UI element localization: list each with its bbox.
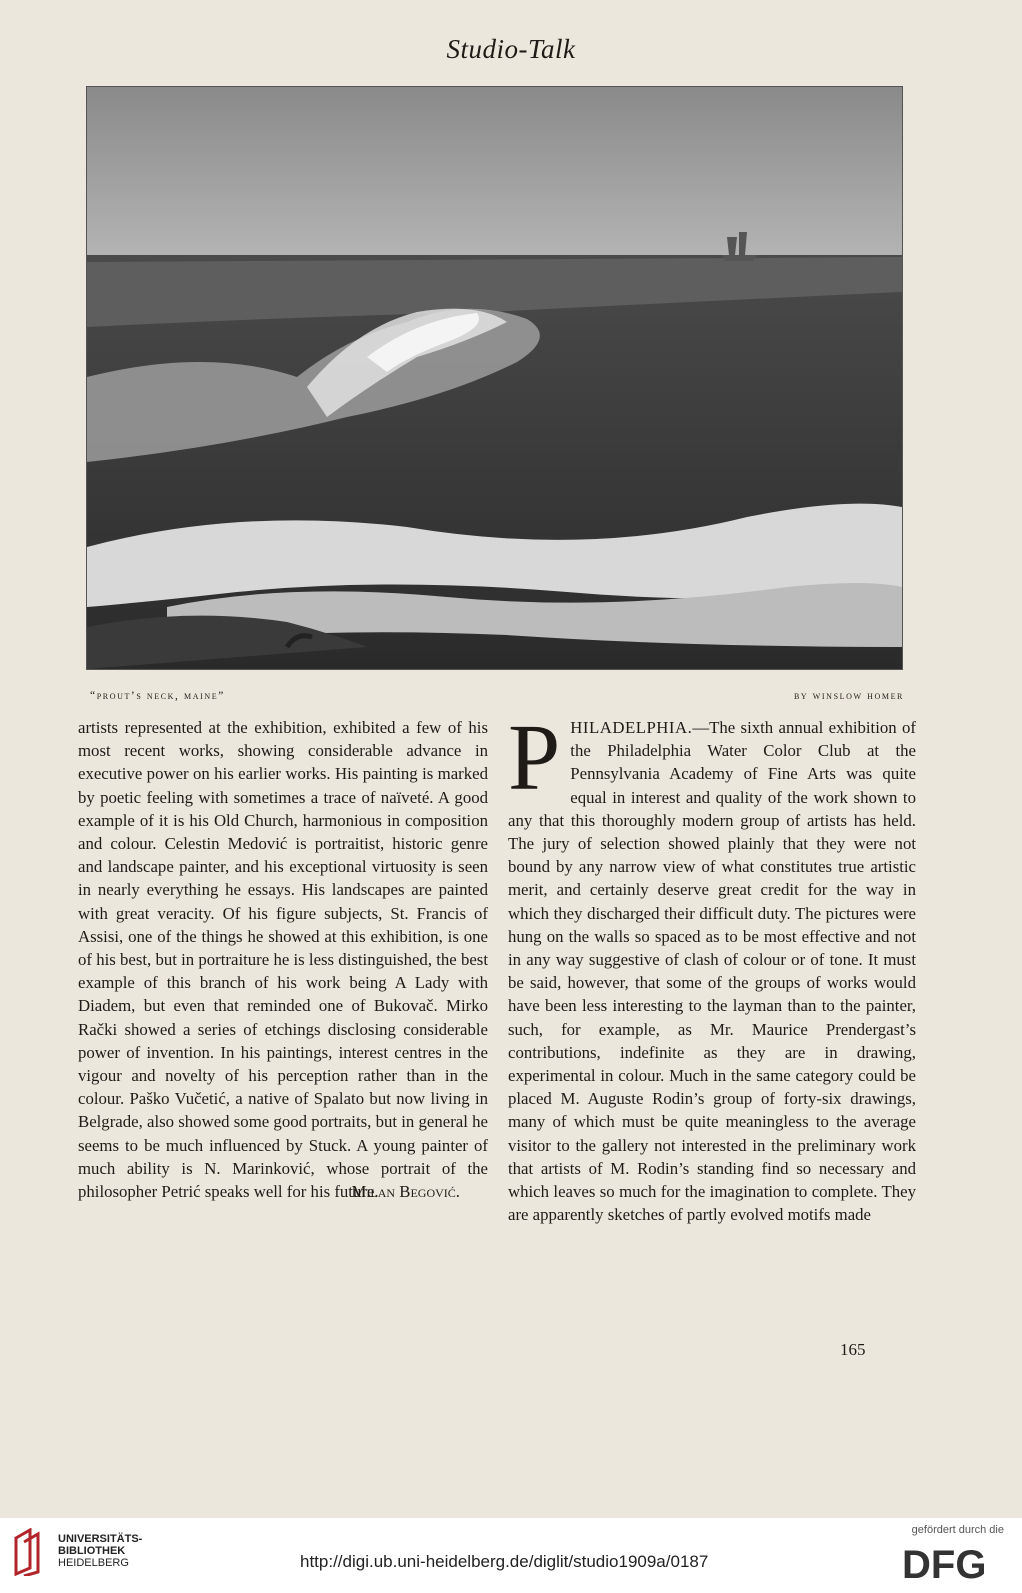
digital-copy-url[interactable]: http://digi.ub.uni-heidelberg.de/diglit/studio1909a/0187 bbox=[300, 1552, 709, 1571]
section-heading: HILADELPHIA. bbox=[570, 718, 693, 737]
seascape-image bbox=[87, 87, 902, 669]
library-name-line: BIBLIOTHEK bbox=[58, 1545, 126, 1557]
left-column-text: artists represented at the exhibition, exhibited a few of his most recent works, showing considerable advance in executive power on his earlier works. His painting is marked by poetic feeling with sometimes a trace of naïveté. A good example of it is his Old Church, harmonious in composition and colour. Celestin Medović is portraitist, historic genre and landscape painter, and his exceptional virtuosity is seen in nearly everything he essays. His landscapes are painted with great veracity. Of his figure subjects, St. Francis of Assisi, one of the things he showed at this exhibition, is one of his best, but in portraiture he is less distinguished, the best example of this branch of his work being A Lady with Diadem, but even that reminded one of Bukovač. Mirko Rački showed a series of etchings disclosing considerable power of invention. In his paintings, interest centres in the vigour and novelty of his perception rather than in the colour. Paško Vučetić, a native of Spalato but now living in Belgrade, also showed some good portraits, but in general he seems to be much influenced by Stuck. A young painter of much ability is N. Marinković, whose portrait of the philosopher Petrić speaks well for his future. bbox=[78, 718, 488, 1202]
plate-caption-credit: by winslow homer bbox=[793, 690, 904, 702]
university-library-logo-icon bbox=[10, 1528, 50, 1576]
page-number: 165 bbox=[840, 1340, 866, 1359]
running-head: Studio-Talk bbox=[446, 34, 576, 64]
painting-plate bbox=[86, 86, 903, 670]
drop-cap: P bbox=[508, 706, 561, 810]
left-column bbox=[78, 716, 488, 1203]
right-column bbox=[508, 706, 916, 1226]
plate-caption-title: “prout’s neck, maine” bbox=[90, 690, 225, 702]
right-column-paragraph bbox=[508, 706, 916, 1226]
dfg-logo-icon bbox=[902, 1540, 1004, 1584]
dfg-logo-text: DFG bbox=[902, 1543, 987, 1584]
funder-label: gefördert durch die bbox=[911, 1524, 1004, 1536]
right-column-text: —The sixth annual exhibition of the Philadelphia Water Color Club at the Pennsylvania Academy of Fine Arts was quite equal in interest and quality of the work shown to any that this thoroughly modern group of artists has held. The jury of selection showed plainly that they were not bound by any narrow view of what constitutes true artistic merit, and certainly deserve great credit for the way in which they discharged their difficult duty. The pictures were hung on the walls so spaced as to be most effective and not in any way suggestive of clash of colour or of tone. It must be said, however, that some of the groups of works would have been less interesting to the layman than to the painter, such, for example, as Mr. Maurice Prendergast’s contributions, indefinite as they are in drawing, experimental in colour. Much in the same category could be placed M. Auguste Rodin’s group of forty-six drawings, many of which must be quite meaningless to the average visitor to the gallery not interested in the preliminary work that artists of M. Rodin’s standing find so necessary and which leaves so much for the imagination to complete. They are apparently sketches of partly evolved motifs made bbox=[508, 718, 916, 1225]
library-name-line: HEIDELBERG bbox=[58, 1557, 129, 1569]
library-name bbox=[58, 1533, 142, 1569]
author-signature: Milan Begović. bbox=[351, 1182, 460, 1202]
library-name-line: UNIVERSITÄTS- bbox=[58, 1533, 143, 1545]
digitization-footer bbox=[0, 1518, 1022, 1593]
